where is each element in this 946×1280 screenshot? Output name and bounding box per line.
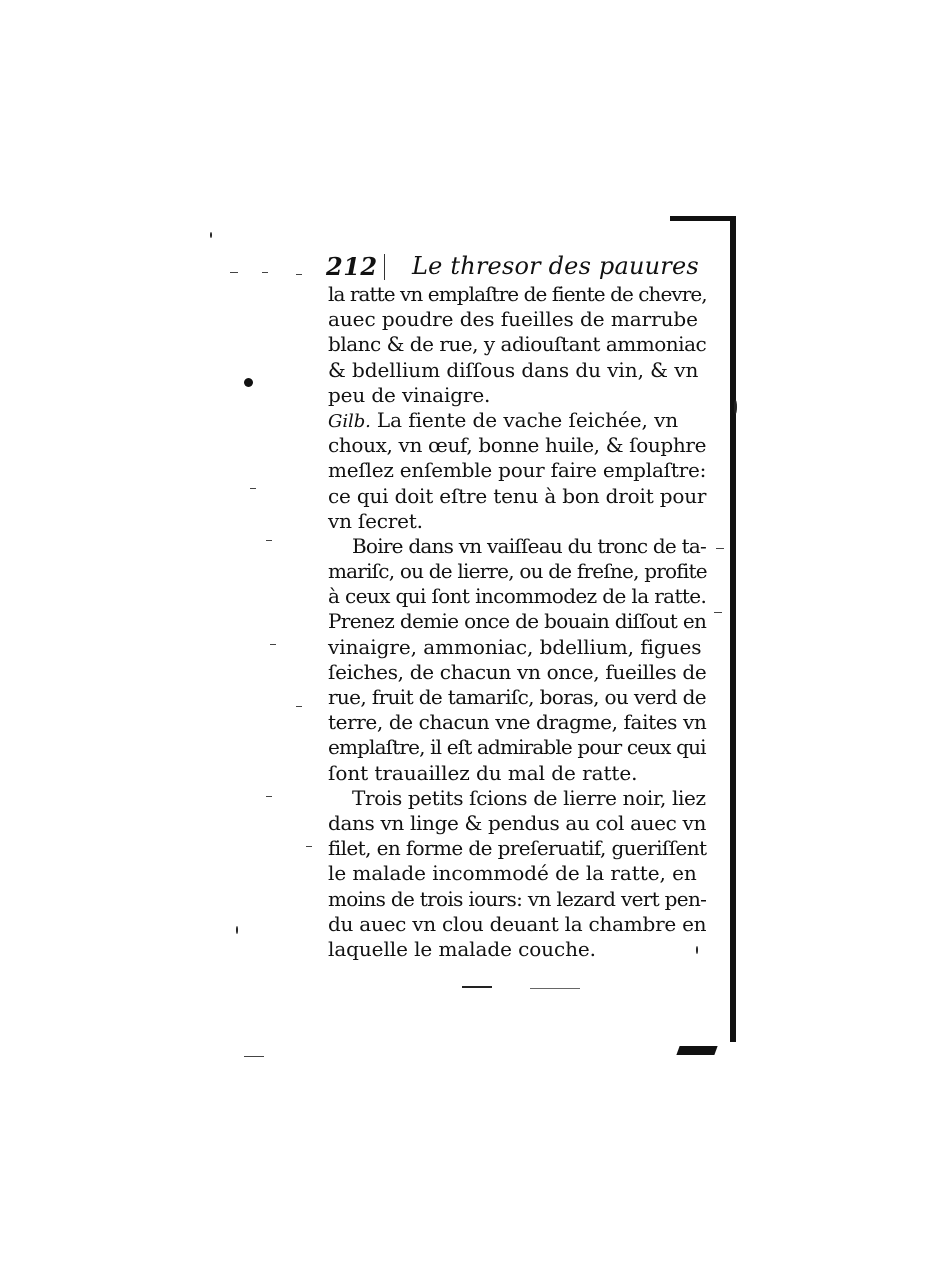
text-line: dans vn linge & pendus au col auec vn [328,810,707,835]
scan-speck [250,488,256,489]
scan-speck [266,796,272,797]
text-line: rue, fruit de tamariſc, boras, ou verd de [328,685,706,709]
scan-speck [270,644,276,645]
scan-speck [306,846,312,847]
text-line: à ceux qui ſont incommodez de la ratte. [328,584,707,609]
page-edge-top [670,216,736,221]
scan-speck [244,1056,264,1057]
text-line: mariſc, ou de lierre, ou de freſne, profite [328,559,707,584]
text-line: peu de vinaigre. [328,382,491,407]
text-line: meſlez enſemble pour faire emplaſtre: [328,458,707,483]
scan-speck [266,540,272,541]
scan-speck [262,272,268,273]
text-line: ce qui doit eſtre tenu à bon droit pour [328,483,707,508]
text-line: ſont trauaillez du mal de ratte. [328,760,638,785]
head-divider [384,254,385,280]
running-title: Le thresor des pauures [412,252,699,280]
text-line: filet, en forme de preſeruatif, gueriſſent [328,836,707,861]
scan-speck [236,926,238,934]
text-line: Trois petits ſcions de lierre noir, liez [352,785,706,810]
page-number: 212 [326,252,378,281]
text-line: moins de trois iours: vn lezard vert pen- [328,886,707,911]
margin-blot [244,378,253,387]
text-line: Boire dans vn vaiſſeau du tronc de ta- [352,533,707,558]
text-line: ſeiches, de chacun vn once, fueilles de [328,659,707,684]
text-line: emplaſtre, il eſt admirable pour ceux qui [328,735,706,760]
scan-speck [714,612,722,613]
text-line-content: La fiente de vache ſeichée, vn [376,407,679,432]
running-head [326,252,706,284]
text-line: & bdellium diſſous dans du vin, & vn [328,357,699,382]
scan-speck [716,548,724,549]
text-line: vinaigre, ammoniac, bdellium, figues [328,634,702,659]
page-edge-right [730,216,736,1042]
text-block [328,282,708,962]
footer-mark [530,988,580,989]
footer-mark [462,986,492,988]
scan-speck [210,232,212,238]
text-line: vn ſecret. [328,508,423,533]
text-line: du auec vn clou deuant la chambre en [328,911,707,936]
text-line: laquelle le malade couche. [328,936,596,961]
text-line [328,408,708,433]
text-line: la ratte vn emplaſtre de fiente de chevre, [328,282,707,306]
text-line: Prenez demie once de bouain diſſout en [328,609,707,634]
scan-speck [296,274,302,275]
text-line: choux, vn œuf, bonne huile, & ſouphre [328,433,707,458]
text-line: le malade incommodé de la ratte, en [328,861,697,886]
page-edge-foot [676,1046,717,1055]
marginal-note: Gilb. [328,410,371,432]
scan-speck [734,400,737,414]
text-line: auec poudre des fueilles de marrube [328,307,698,332]
text-line: blanc & de rue, y adiouſtant ammoniac [328,332,707,357]
scan-speck [230,272,238,273]
scan-speck [296,706,302,707]
text-line: terre, de chacun vne dragme, faites vn [328,710,707,735]
